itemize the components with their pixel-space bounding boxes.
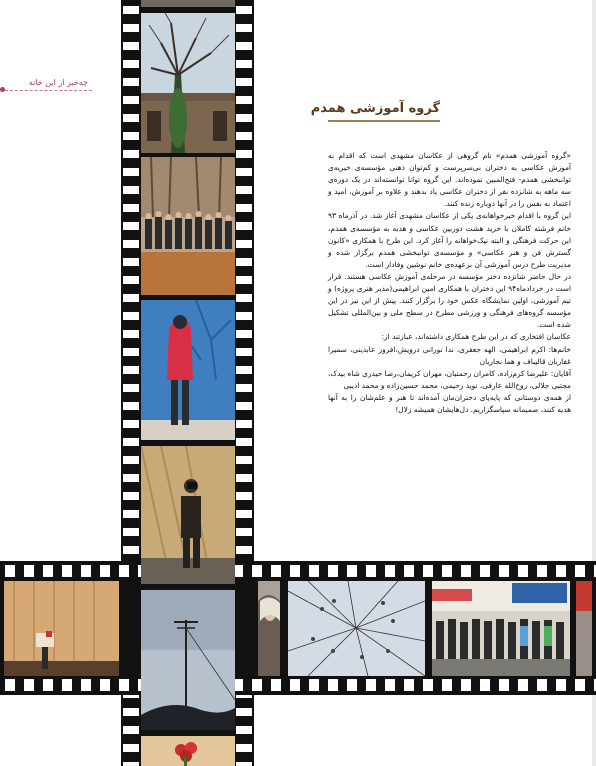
- article-title-underline: [328, 120, 440, 122]
- photo-string-lights: [288, 581, 425, 676]
- article-title: [310, 101, 440, 123]
- article-paragraph: از همه‌ی دوستانی که پایه‌پای دختران‌مان آمده‌اند تا هنر و علم‌شان را به آنها هدیه کنند، صمیمانه سپاسگزاریم. دل‌هایشان همیشه زلال!: [328, 392, 571, 414]
- photo-woman-headscarf: [258, 581, 280, 676]
- section-label: [0, 78, 92, 92]
- article-paragraph: «گروه آموزشی همدم» نام گروهی از عکاسان مشهدی است که اقدام به آموزش عکاسی به دختران بی‌سرپرست و کم‌توان ذهنی مؤسسه‌ی خیریه‌ی توانبخشی همدم- فتح‌المبین نموده‌اند. این گروه توانا توانسته‌اند در یک دوره‌ی سه ماهه به شانزده نفر از دختران عکاسی یاد بدهند و علاوه بر آموزش، امید و اعتماد به نفس را در آنها دوباره زنده کنند.: [328, 151, 571, 209]
- article-paragraph: این گروه با اقدام خیرخواهانه‌ی یکی از عکاسان مشهدی آغاز شد. در آذرماه ۹۳ خانم فرشته کاملان با خرید هشت دوربین عکاسی و هدیه به مؤسسه‌ی همدم، این حرکت فرهنگی و البته نیک‌خواهانه را آغاز کرد. این طرح با همکاری «کانون گسترش فن و هنر عکاسی» و مؤسسه‌ی توانبخشی همدم برگزار شده و مدیریت طرح درس آموزشی آن برعهده‌ی خانم نوشین وفادار است.: [328, 211, 571, 269]
- photo-lamp-interior: [4, 581, 119, 676]
- article-paragraph: خانم‌ها: اکرم ابراهیمی، الهه جعفری، ندا نورانی درویش،افروز عابدینی، سمیرا غفاریان قالیباف و هما نجاریان: [328, 344, 571, 366]
- photo-girl-red-coat-blue-wall: [141, 300, 235, 440]
- photo-antenna-sky: [141, 590, 235, 730]
- article-paragraph: آقایان: علیرضا کرم‌زاده، کامران رحمتیان، مهران کریمان،رضا حیدری شاه بیدک، مجتبی جلالی، روح‌الله عارفی، نوید رحیمی، محمد حسین‌زاده و محمد ادیبی: [328, 368, 571, 390]
- photo-top-partial: [141, 0, 235, 7]
- article-title-text: گروه آموزشی همدم: [310, 101, 440, 116]
- section-label-dot: [0, 87, 5, 92]
- photo-group-in-autumn-park: [141, 157, 235, 295]
- photo-right-partial: [576, 581, 592, 676]
- article-body: [328, 150, 571, 416]
- film-sprockets-bottom: [0, 679, 596, 691]
- photo-man-with-camera: [141, 446, 235, 584]
- article-paragraph: عکاسان افتخاری که در این طرح همکاری داشته‌اند، عبارتند از:: [381, 332, 571, 342]
- section-label-line: [0, 90, 92, 91]
- section-label-text: چه‌خبر از این خانه: [28, 78, 88, 87]
- photo-tree-with-ivy: [141, 13, 235, 153]
- photo-group-outdoor-sign: [432, 581, 570, 676]
- film-sprockets-top: [0, 565, 596, 577]
- article-paragraph: در حال حاضر شانزده دختر مؤسسه در مرحله‌ی آموزش عکاسی هستند. قرار است در خردادماه۹۴ این دختران با همکاری امین ابراهیمی(مدیر هنری پروژه) و تیم آموزشی، اولین نمایشگاه عکس خود را برگزار کنند. پیش از این نیز در این مؤسسه گروه‌های فرهنگی و ورزشی مطرح در سطح ملی و بین‌المللی تشکیل شده است.: [328, 271, 571, 330]
- photo-red-flower: [141, 736, 235, 766]
